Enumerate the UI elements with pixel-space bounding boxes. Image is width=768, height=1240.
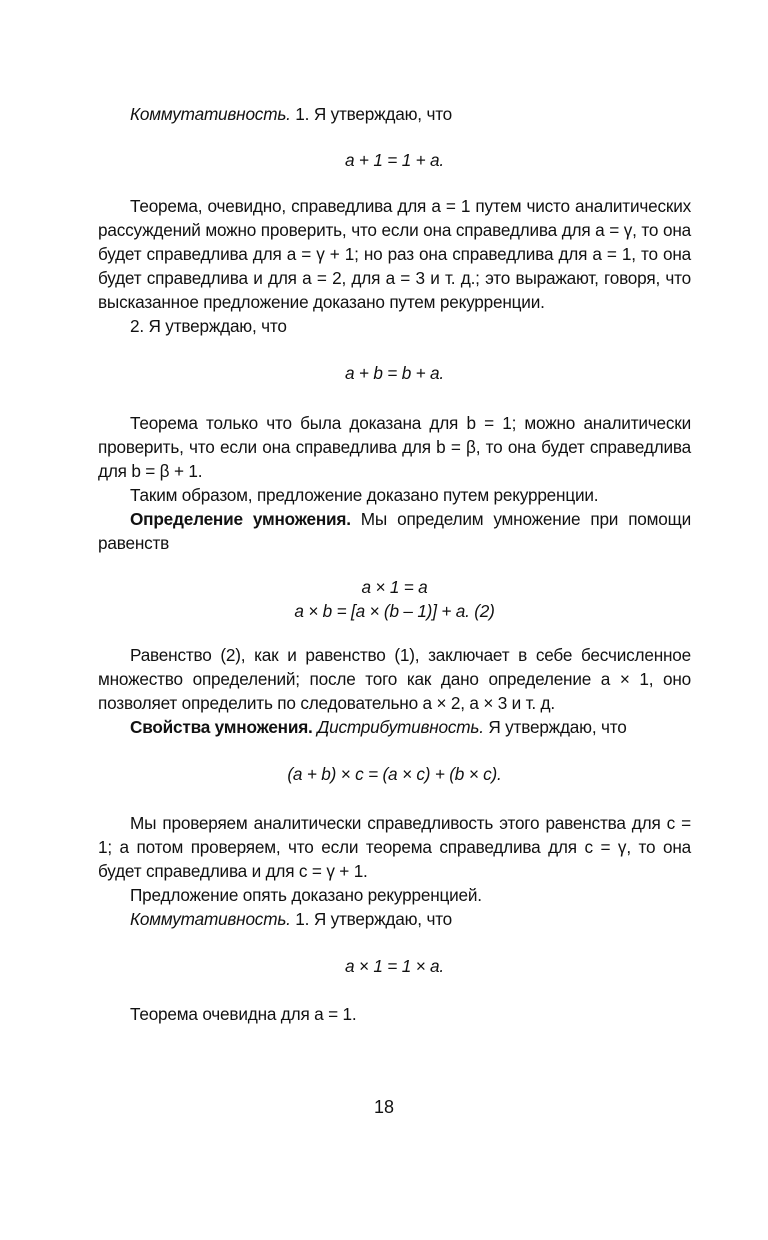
formula-5: a × 1 = 1 × a. (345, 956, 444, 976)
paragraph-theorem-b: Теорема только что была доказана для b = 1; можно аналитически проверить, что если она справедлива для b = β, то она будет справедлива для b = β + 1. (98, 413, 691, 481)
paragraph-claim-2: 2. Я утверждаю, что (130, 316, 287, 336)
paragraph-commutativity-2 (98, 907, 691, 931)
paragraph-text: Я утверждаю, что (483, 717, 627, 737)
formula-group-3 (98, 575, 691, 623)
page-body (98, 102, 691, 1026)
paragraph-text: 1. Я утверждаю, что (290, 909, 453, 929)
paragraph-multiplication-definition (98, 507, 691, 555)
term-commutativity: Коммутативность. (130, 909, 291, 929)
paragraph-multiplication-properties (98, 715, 691, 739)
paragraph-text: Мы определим умножение при помощи равенств (98, 509, 691, 553)
paragraph-obvious: Теорема очевидна для a = 1. (130, 1004, 357, 1024)
formula-4: (a + b) × c = (a × c) + (b × c). (287, 764, 502, 784)
formula-3a: a × 1 = a (361, 577, 428, 597)
formula-3b: a × b = [a × (b – 1)] + a. (2) (294, 601, 495, 621)
formula-2: a + b = b + a. (345, 363, 444, 383)
term-multiplication-properties: Свойства умножения. (130, 717, 313, 737)
paragraph-equality-2: Равенство (2), как и равенство (1), заключает в себе бесчисленное множество определений; после того как дано определение a × 1, оно позволяет определить по следовательно a × 2, a × 3 и т. д. (98, 645, 691, 713)
term-distributivity: Дистрибутивность. (312, 717, 484, 737)
term-commutativity: Коммутативность. (130, 104, 291, 124)
paragraph-text: 1. Я утверждаю, что (290, 104, 453, 124)
term-multiplication-definition: Определение умножения. (130, 509, 351, 529)
paragraph-commutativity-heading (98, 102, 691, 126)
page-number: 18 (373, 1097, 395, 1117)
formula-1: a + 1 = 1 + a. (345, 150, 444, 170)
paragraph-verify: Мы проверяем аналитически справедливость этого равенства для c = 1; а потом проверяем, что если теорема справедлива для c = γ, то она будет справедлива и для c = γ + 1. (98, 813, 691, 881)
paragraph-recurrence-again: Предложение опять доказано рекурренцией. (130, 885, 482, 905)
paragraph-theorem-proof: Теорема, очевидно, справедлива для a = 1 путем чисто аналитических рассуждений можно проверить, что если она справедлива для a = γ, то она будет справедлива для a = γ + 1; но раз она справедлива для a = 1, то она будет справедлива и для a = 2, для a = 3 и т. д.; это выражают, говоря, что высказанное предложение доказано путем рекурренции. (98, 196, 691, 312)
paragraph-recurrence: Таким образом, предложение доказано путем рекурренции. (130, 485, 599, 505)
